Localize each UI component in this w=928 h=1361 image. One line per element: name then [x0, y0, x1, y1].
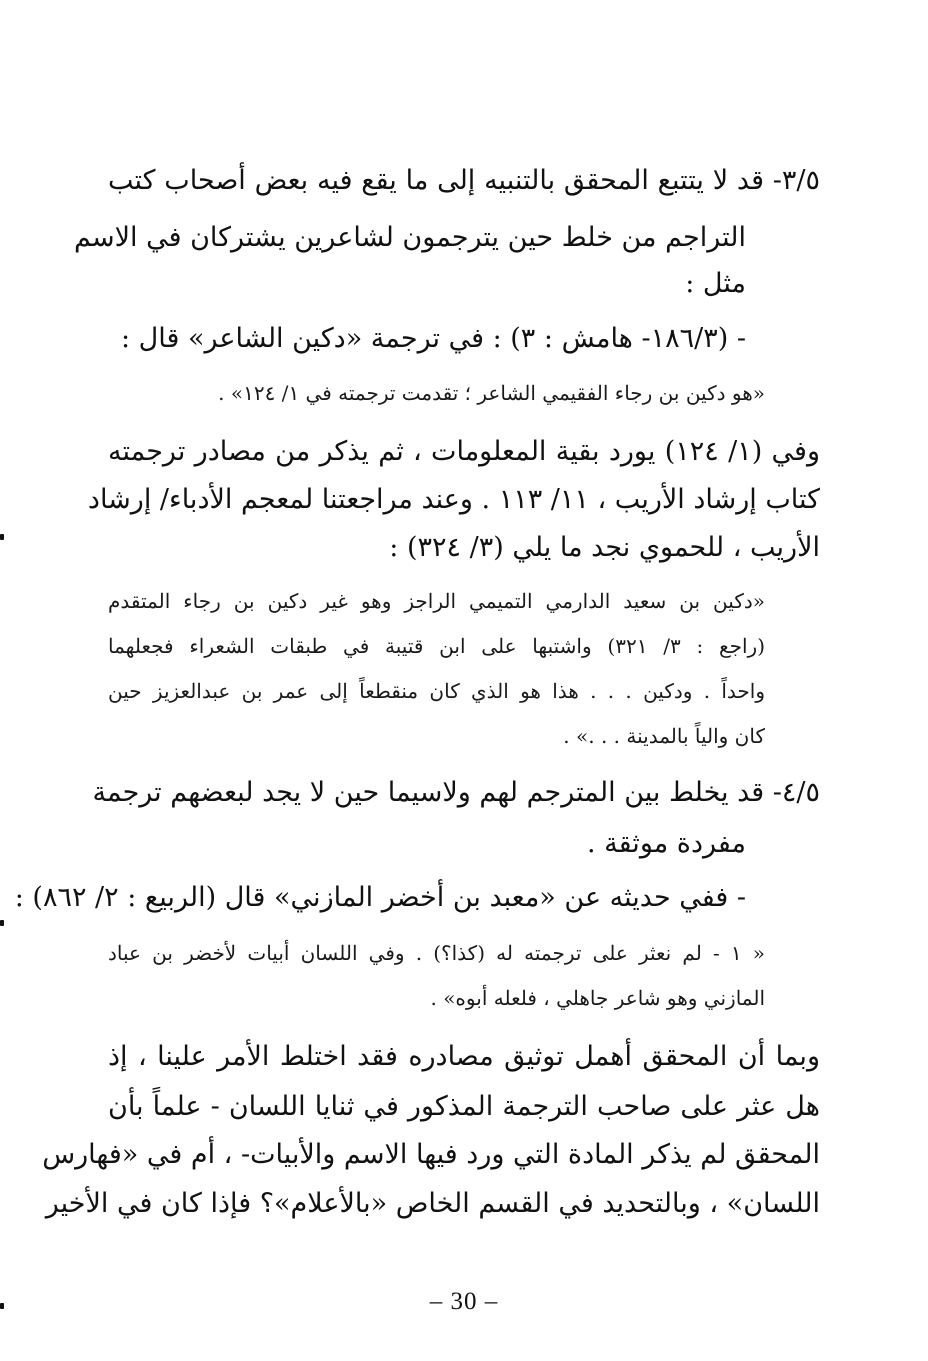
item-5-3-line-2: التراجم من خلط حين يترجمون لشاعرين يشتركان في الاسم [74, 222, 746, 253]
example-2-heading: - ففي حديثه عن «معبد بن أخضر المازني» قال (الربيع : ٢/ ٨٦٢) : [14, 882, 746, 913]
paragraph-1-line-2: كتاب إرشاد الأريب ، ١١/ ١١٣ . وعند مراجعتنا لمعجم الأدباء/ إرشاد [87, 484, 820, 515]
example-2-quote-line-2: المازني وهو شاعر جاهلي ، فلعله أبوه» . [430, 986, 765, 1010]
paragraph-2-line-1: وبما أن المحقق أهمل توثيق مصادره فقد اختلط الأمر علينا ، إذ [108, 1041, 820, 1072]
item-5-4-line-2: مفردة موثقة . [587, 828, 746, 859]
item-5-4-line-1: ٤/٥- قد يخلط بين المترجم لهم ولاسيما حين لا يجد لبعضهم ترجمة [92, 777, 820, 808]
left-margin-mark [0, 920, 4, 926]
example-1-heading: - (١٨٦/٣- هامش : ٣) : في ترجمة «دكين الشاعر» قال : [120, 323, 746, 354]
example-1-quote: «هو دكين بن رجاء الفقيمي الشاعر ؛ تقدمت ترجمته في ١/ ١٢٤» . [218, 381, 765, 405]
quote-block-1-line-3: واحداً . ودكين . . . هذا هو الذي كان منقطعاً إلى عمر بن عبدالعزيز حين [108, 679, 765, 703]
page-number: – 30 – [429, 1288, 499, 1315]
item-5-3-line-3: مثل : [685, 268, 746, 299]
paragraph-2-line-3: المحقق لم يذكر المادة التي ورد فيها الاسم والأبيات- ، أم في «فهارس [42, 1139, 820, 1170]
example-2-quote-line-1: « ١ - لم نعثر على ترجمته له (كذا؟) . وفي اللسان أبيات لأخضر بن عباد [108, 941, 765, 965]
quote-block-1-line-4: كان والياً بالمدينة . . .» . [563, 724, 765, 748]
paragraph-2-line-2: هل عثر على صاحب الترجمة المذكور في ثنايا اللسان - علماً بأن [108, 1091, 820, 1122]
quote-block-1-line-1: «دكين بن سعيد الدارمي التميمي الراجز وهو غير دكين بن رجاء المتقدم [108, 589, 765, 613]
item-5-3-line-1: ٣/٥- قد لا يتتبع المحقق بالتنبيه إلى ما يقع فيه بعض أصحاب كتب [108, 165, 820, 196]
left-margin-mark [0, 1303, 4, 1309]
paragraph-1-line-3: الأريب ، للحموي نجد ما يلي (٣/ ٣٢٤) : [389, 532, 820, 563]
paragraph-1-line-1: وفي (١/ ١٢٤) يورد بقية المعلومات ، ثم يذكر من مصادر ترجمته [108, 436, 820, 467]
quote-block-1-line-2: (راجع : ٣/ ٣٢١) واشتبها على ابن قتيبة في طبقات الشعراء فجعلهما [108, 634, 765, 658]
left-margin-mark [0, 534, 4, 540]
paragraph-2-line-4: اللسان» ، وبالتحديد في القسم الخاص «بالأعلام»؟ فإذا كان في الأخير [45, 1188, 820, 1219]
